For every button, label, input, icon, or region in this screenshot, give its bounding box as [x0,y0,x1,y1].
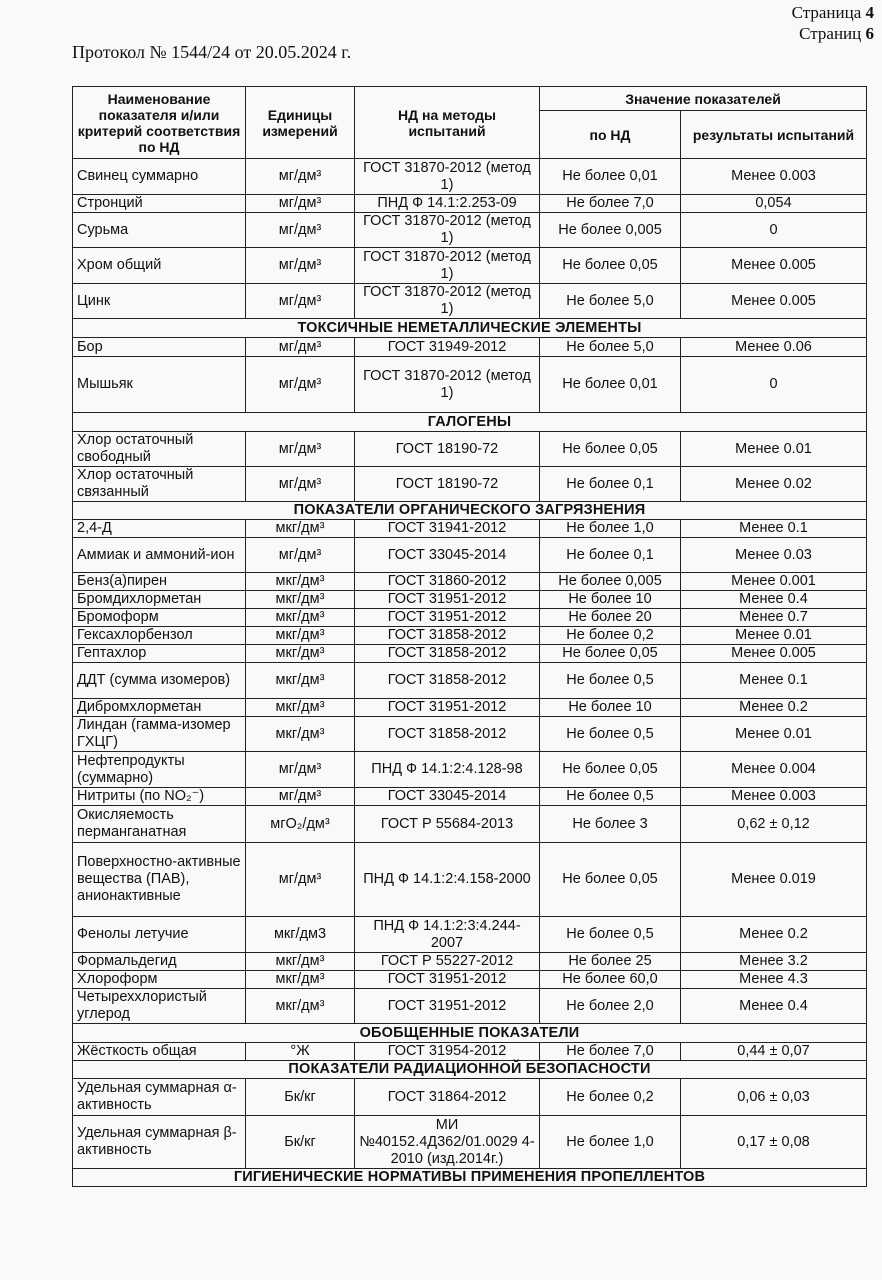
section-header-row [73,502,867,520]
result-cell: Менее 0.01 [681,432,867,467]
norm-cell: Не более 5,0 [540,284,681,319]
unit-cell: Бк/кг [246,1116,355,1169]
result-cell: Менее 0.004 [681,752,867,788]
results-table-body [73,159,867,1187]
section-header-row [73,1169,867,1187]
method-cell: ГОСТ 18190-72 [355,432,540,467]
table-row [73,338,867,357]
method-cell: ГОСТ 31870-2012 (метод 1) [355,213,540,248]
table-row [73,213,867,248]
unit-cell: мг/дм³ [246,213,355,248]
indicator-name: Бенз(а)пирен [73,573,246,591]
indicator-name: Бор [73,338,246,357]
norm-cell: Не более 60,0 [540,971,681,989]
norm-cell: Не более 0,1 [540,538,681,573]
norm-cell: Не более 3 [540,806,681,843]
table-row [73,1079,867,1116]
unit-cell: °Ж [246,1043,355,1061]
indicator-name: Мышьяк [73,357,246,413]
indicator-name: Гептахлор [73,645,246,663]
result-cell: 0 [681,213,867,248]
method-cell: ПНД Ф 14.1:2:3:4.244-2007 [355,917,540,953]
method-cell: ГОСТ 33045-2014 [355,788,540,806]
unit-cell: мг/дм³ [246,467,355,502]
unit-cell: мкг/дм³ [246,717,355,752]
indicator-name: Хром общий [73,248,246,284]
result-cell: Менее 0.003 [681,788,867,806]
results-table [72,86,867,1187]
method-cell: ГОСТ 31870-2012 (метод 1) [355,159,540,195]
table-row [73,248,867,284]
section-header-row [73,1061,867,1079]
indicator-name: Жёсткость общая [73,1043,246,1061]
table-row [73,195,867,213]
indicator-name: Хлор остаточный связанный [73,467,246,502]
unit-cell: мкг/дм³ [246,989,355,1024]
result-cell: Менее 0.01 [681,717,867,752]
result-cell: Менее 0.01 [681,627,867,645]
section-title: ГАЛОГЕНЫ [73,413,867,432]
table-row [73,645,867,663]
table-row [73,989,867,1024]
section-header-row [73,413,867,432]
norm-cell: Не более 0,05 [540,645,681,663]
table-row [73,609,867,627]
page-number [792,2,874,44]
header-values: Значение показателей [540,87,867,111]
result-cell: Менее 0.005 [681,284,867,319]
table-row [73,432,867,467]
section-title: ТОКСИЧНЫЕ НЕМЕТАЛЛИЧЕСКИЕ ЭЛЕМЕНТЫ [73,319,867,338]
norm-cell: Не более 0,2 [540,627,681,645]
norm-cell: Не более 10 [540,699,681,717]
unit-cell: мкг/дм3 [246,917,355,953]
result-cell: 0,06 ± 0,03 [681,1079,867,1116]
method-cell: ГОСТ 18190-72 [355,467,540,502]
unit-cell: мг/дм³ [246,338,355,357]
result-cell: Менее 0.4 [681,591,867,609]
result-cell: 0,054 [681,195,867,213]
method-cell: ГОСТ 33045-2014 [355,538,540,573]
result-cell: Менее 0.003 [681,159,867,195]
table-row [73,663,867,699]
page-current: 4 [865,3,874,22]
result-cell: Менее 0.2 [681,699,867,717]
indicator-name: Удельная суммарная β- активность [73,1116,246,1169]
method-cell: ГОСТ 31949-2012 [355,338,540,357]
indicator-name: Дибромхлорметан [73,699,246,717]
indicator-name: Линдан (гамма-изомер ГХЦГ) [73,717,246,752]
table-row [73,917,867,953]
protocol-title: Протокол № 1544/24 от 20.05.2024 г. [72,42,352,62]
result-cell: 0,17 ± 0,08 [681,1116,867,1169]
norm-cell: Не более 20 [540,609,681,627]
unit-cell: мкг/дм³ [246,699,355,717]
unit-cell: мкг/дм³ [246,663,355,699]
norm-cell: Не более 0,05 [540,432,681,467]
table-row [73,538,867,573]
norm-cell: Не более 7,0 [540,195,681,213]
indicator-name: Формальдегид [73,953,246,971]
table-row [73,520,867,538]
result-cell: Менее 3.2 [681,953,867,971]
indicator-name: Гексахлорбензол [73,627,246,645]
section-header-row [73,1024,867,1043]
table-row [73,627,867,645]
norm-cell: Не более 5,0 [540,338,681,357]
table-row [73,1043,867,1061]
result-cell: Менее 0.7 [681,609,867,627]
norm-cell: Не более 1,0 [540,1116,681,1169]
unit-cell: мкг/дм³ [246,627,355,645]
header-method: НД на методы испытаний [355,87,540,159]
norm-cell: Не более 0,5 [540,917,681,953]
unit-cell: мкг/дм³ [246,573,355,591]
table-row [73,467,867,502]
table-row [73,159,867,195]
norm-cell: Не более 0,5 [540,717,681,752]
method-cell: ГОСТ 31951-2012 [355,609,540,627]
indicator-name: Стронций [73,195,246,213]
unit-cell: мкг/дм³ [246,971,355,989]
unit-cell: мг/дм³ [246,357,355,413]
method-cell: ГОСТ 31870-2012 (метод 1) [355,284,540,319]
table-row [73,573,867,591]
result-cell: Менее 0.005 [681,248,867,284]
norm-cell: Не более 0,01 [540,159,681,195]
norm-cell: Не более 2,0 [540,989,681,1024]
result-cell: Менее 0.019 [681,843,867,917]
unit-cell: мг/дм³ [246,432,355,467]
indicator-name: 2,4-Д [73,520,246,538]
pages-label: Страниц [799,24,862,43]
indicator-name: Хлор остаточный свободный [73,432,246,467]
indicator-name: Окисляемость перманганатная [73,806,246,843]
section-title: ПОКАЗАТЕЛИ РАДИАЦИОННОЙ БЕЗОПАСНОСТИ [73,1061,867,1079]
indicator-name: Удельная суммарная α- активность [73,1079,246,1116]
method-cell: ГОСТ 31951-2012 [355,989,540,1024]
result-cell: 0,62 ± 0,12 [681,806,867,843]
unit-cell: мгO₂/дм³ [246,806,355,843]
unit-cell: мг/дм³ [246,752,355,788]
section-title: ОБОБЩЕННЫЕ ПОКАЗАТЕЛИ [73,1024,867,1043]
method-cell: ПНД Ф 14.1:2.253-09 [355,195,540,213]
norm-cell: Не более 25 [540,953,681,971]
indicator-name: Фенолы летучие [73,917,246,953]
indicator-name: Цинк [73,284,246,319]
table-row [73,699,867,717]
norm-cell: Не более 0,005 [540,573,681,591]
result-cell: Менее 0.1 [681,520,867,538]
norm-cell: Не более 0,2 [540,1079,681,1116]
section-title: ГИГИЕНИЧЕСКИЕ НОРМАТИВЫ ПРИМЕНЕНИЯ ПРОПЕЛЛЕНТОВ [73,1169,867,1187]
norm-cell: Не более 0,05 [540,248,681,284]
result-cell: Менее 0.001 [681,573,867,591]
section-header-row [73,319,867,338]
method-cell: ГОСТ 31951-2012 [355,591,540,609]
method-cell: ГОСТ 31941-2012 [355,520,540,538]
unit-cell: мг/дм³ [246,538,355,573]
method-cell: ГОСТ Р 55684-2013 [355,806,540,843]
norm-cell: Не более 0,05 [540,843,681,917]
method-cell: ГОСТ 31858-2012 [355,663,540,699]
unit-cell: мкг/дм³ [246,609,355,627]
indicator-name: Нефтепродукты (суммарно) [73,752,246,788]
result-cell: Менее 4.3 [681,971,867,989]
unit-cell: мкг/дм³ [246,645,355,663]
method-cell: ГОСТ 31860-2012 [355,573,540,591]
unit-cell: Бк/кг [246,1079,355,1116]
method-cell: ПНД Ф 14.1:2:4.158-2000 [355,843,540,917]
method-cell: ГОСТ 31870-2012 (метод 1) [355,357,540,413]
norm-cell: Не более 0,5 [540,663,681,699]
indicator-name: ДДТ (сумма изомеров) [73,663,246,699]
result-cell: 0 [681,357,867,413]
method-cell: ГОСТ Р 55227-2012 [355,953,540,971]
method-cell: ПНД Ф 14.1:2:4.128-98 [355,752,540,788]
table-row [73,1116,867,1169]
table-row [73,591,867,609]
result-cell: Менее 0.02 [681,467,867,502]
result-cell: 0,44 ± 0,07 [681,1043,867,1061]
unit-cell: мкг/дм³ [246,520,355,538]
indicator-name: Аммиак и аммоний-ион [73,538,246,573]
header-name: Наименование показателя и/или критерий соответствия по НД [73,87,246,159]
section-title: ПОКАЗАТЕЛИ ОРГАНИЧЕСКОГО ЗАГРЯЗНЕНИЯ [73,502,867,520]
indicator-name: Хлороформ [73,971,246,989]
norm-cell: Не более 0,005 [540,213,681,248]
result-cell: Менее 0.4 [681,989,867,1024]
method-cell: ГОСТ 31858-2012 [355,645,540,663]
table-row [73,284,867,319]
method-cell: ГОСТ 31870-2012 (метод 1) [355,248,540,284]
table-row [73,843,867,917]
result-cell: Менее 0.2 [681,917,867,953]
unit-cell: мг/дм³ [246,195,355,213]
indicator-name: Нитриты (по NO₂⁻) [73,788,246,806]
method-cell: ГОСТ 31951-2012 [355,699,540,717]
result-cell: Менее 0.03 [681,538,867,573]
norm-cell: Не более 0,01 [540,357,681,413]
unit-cell: мкг/дм³ [246,953,355,971]
method-cell: ГОСТ 31858-2012 [355,627,540,645]
table-row [73,717,867,752]
header-result: результаты испытаний [681,111,867,159]
indicator-name: Бромоформ [73,609,246,627]
table-row [73,806,867,843]
unit-cell: мг/дм³ [246,284,355,319]
indicator-name: Свинец суммарно [73,159,246,195]
norm-cell: Не более 0,05 [540,752,681,788]
result-cell: Менее 0.1 [681,663,867,699]
table-row [73,357,867,413]
header-units: Единицы измерений [246,87,355,159]
method-cell: МИ №40152.4Д362/01.0029 4-2010 (изд.2014г.) [355,1116,540,1169]
indicator-name: Четыреххлористый углерод [73,989,246,1024]
unit-cell: мкг/дм³ [246,591,355,609]
table-row [73,788,867,806]
indicator-name: Бромдихлорметан [73,591,246,609]
norm-cell: Не более 0,5 [540,788,681,806]
method-cell: ГОСТ 31858-2012 [355,717,540,752]
page-label: Страница [791,3,862,22]
unit-cell: мг/дм³ [246,843,355,917]
norm-cell: Не более 7,0 [540,1043,681,1061]
table-row [73,752,867,788]
norm-cell: Не более 10 [540,591,681,609]
unit-cell: мг/дм³ [246,788,355,806]
norm-cell: Не более 1,0 [540,520,681,538]
table-row [73,953,867,971]
pages-total: 6 [865,24,874,43]
indicator-name: Сурьма [73,213,246,248]
method-cell: ГОСТ 31954-2012 [355,1043,540,1061]
unit-cell: мг/дм³ [246,248,355,284]
method-cell: ГОСТ 31951-2012 [355,971,540,989]
result-cell: Менее 0.005 [681,645,867,663]
result-cell: Менее 0.06 [681,338,867,357]
header-norm: по НД [540,111,681,159]
method-cell: ГОСТ 31864-2012 [355,1079,540,1116]
indicator-name: Поверхностно-активные вещества (ПАВ), анионактивные [73,843,246,917]
norm-cell: Не более 0,1 [540,467,681,502]
table-row [73,971,867,989]
unit-cell: мг/дм³ [246,159,355,195]
